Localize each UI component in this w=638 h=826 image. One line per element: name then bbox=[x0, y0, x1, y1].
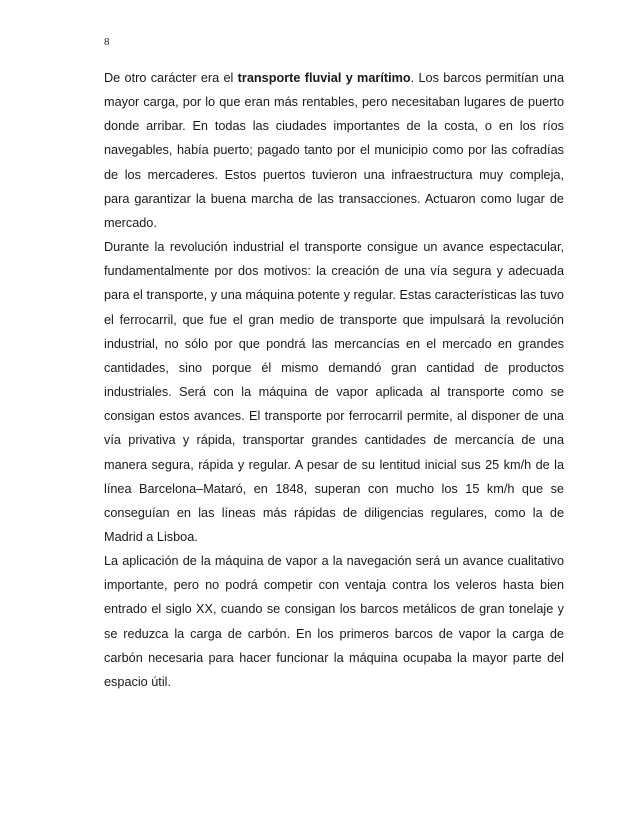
paragraph-railway: Durante la revolución industrial el transporte consigue un avance espectacular, fundamentalmente por dos motivos: la creación de una vía segura y adecuada para el transporte, y una máquina potente y regular. Estas características las tuvo el ferrocarril, que fue el gran medio de transporte que impulsará la revolución industrial, no sólo por que pondrá las mercancías en el mercado en grandes cantidades, sino porque él mismo demandó gran cantidad de productos industriales. Será con la máquina de vapor aplicada al transporte como se consigan estos avances. El transporte por ferrocarril permite, al disponer de una vía privativa y rápida, transportar grandes cantidades de mercancía de una manera segura, rápida y regular. A pesar de su lentitud inicial sus 25 km/h de la línea Barcelona–Mataró, en 1848, superan con mucho los 15 km/h que se conseguían en las líneas más rápidas de diligencias regulares, como la de Madrid a Lisboa. bbox=[104, 240, 564, 544]
paragraph-steam-navigation: La aplicación de la máquina de vapor a la navegación será un avance cualitativo importante, pero no podrá competir con ventaja contra los veleros hasta bien entrado el siglo XX, cuando se consigan los barcos metálicos de gran tonelaje y se reduzca la carga de carbón. En los primeros barcos de vapor la carga de carbón necesaria para hacer funcionar la máquina ocupaba la mayor parte del espacio útil. bbox=[104, 554, 564, 689]
page-number: 8 bbox=[104, 36, 110, 48]
paragraph-sea-transport bbox=[104, 66, 564, 235]
paragraph-rest: . Los barcos permitían una mayor carga, por lo que eran más rentables, pero necesitaban lugares de puerto donde arribar. En todas las ciudades importantes de la costa, o en los ríos navegables, había puerto; pagado tanto por el municipio como por las cofradías de los mercaderes. Estos puertos tuvieron una infraestructura muy compleja, para garantizar la buena marcha de las transacciones. Actuaron como lugar de mercado. bbox=[104, 71, 565, 230]
bold-term: transporte fluvial y marítimo bbox=[237, 71, 411, 85]
paragraph-lead: De otro carácter era el bbox=[104, 71, 238, 85]
body-text bbox=[104, 66, 564, 694]
